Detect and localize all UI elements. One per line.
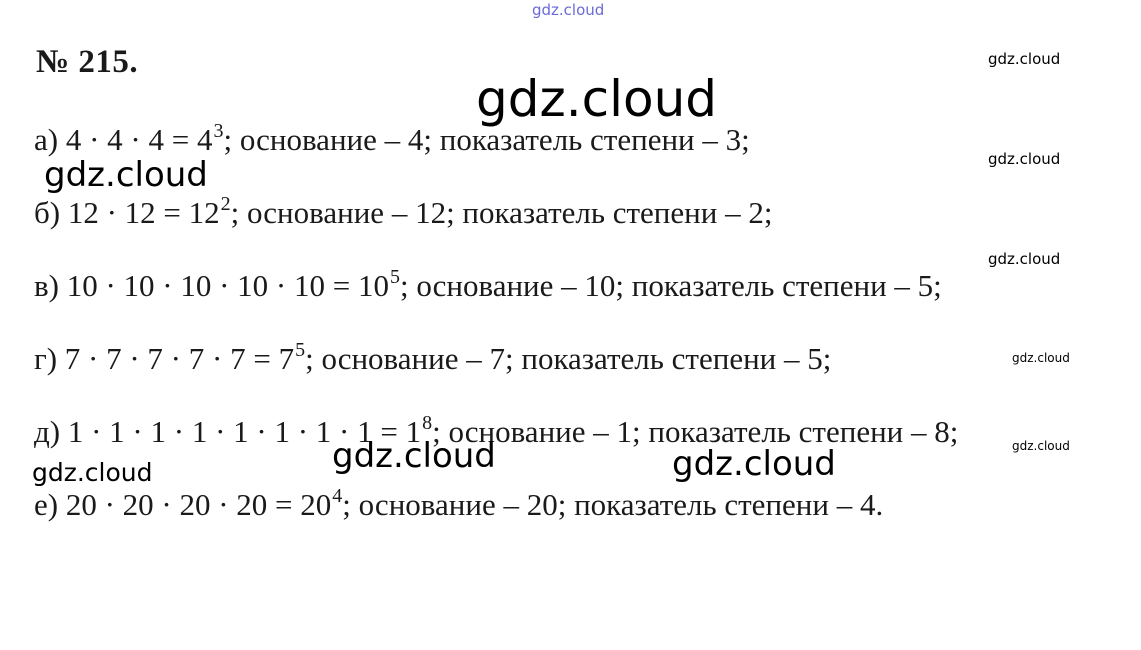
solution-line-d	[34, 413, 958, 447]
line-e-expression: е) 20 · 20 · 20 · 20 = 20	[34, 487, 332, 522]
watermark-right-1: gdz.cloud	[988, 50, 1061, 68]
watermark-right-2: gdz.cloud	[988, 150, 1061, 168]
watermark-left-lower: gdz.cloud	[32, 458, 153, 487]
watermark-right-lower: gdz.cloud	[672, 444, 836, 484]
problem-number: № 215.	[36, 44, 139, 80]
line-d-description: ; основание – 1; показатель степени – 8;	[432, 414, 959, 449]
line-b-exponent: 2	[220, 193, 231, 215]
line-a-exponent: 3	[213, 120, 224, 142]
line-b-expression: б) 12 · 12 = 12	[34, 195, 220, 230]
line-g-exponent: 5	[295, 339, 306, 361]
line-e-exponent: 4	[332, 485, 343, 507]
solution-line-e	[34, 486, 883, 520]
line-d-expression: д) 1 · 1 · 1 · 1 · 1 · 1 · 1 · 1 = 1	[34, 414, 422, 449]
line-a-description: ; основание – 4; показатель степени – 3;	[223, 122, 750, 157]
solution-line-v	[34, 267, 942, 301]
watermark-top: gdz.cloud	[532, 1, 605, 19]
watermark-center-lower: gdz.cloud	[332, 436, 496, 476]
solution-line-g	[34, 340, 831, 374]
watermark-right-4: gdz.cloud	[1012, 351, 1070, 365]
line-a-expression: а) 4 · 4 · 4 = 4	[34, 122, 213, 157]
watermark-right-3: gdz.cloud	[988, 250, 1061, 268]
line-g-expression: г) 7 · 7 · 7 · 7 · 7 = 7	[34, 341, 295, 376]
watermark-left-upper: gdz.cloud	[44, 155, 208, 195]
line-d-exponent: 8	[422, 412, 433, 434]
line-v-exponent: 5	[390, 266, 400, 288]
line-v-expression: в) 10 · 10 · 10 · 10 · 10 = 10	[34, 268, 389, 303]
solution-line-b	[34, 194, 772, 228]
line-v-description: ; основание – 10; показатель степени – 5;	[400, 268, 942, 303]
watermark-right-5: gdz.cloud	[1012, 439, 1070, 453]
line-b-description: ; основание – 12; показатель степени – 2;	[230, 195, 773, 230]
line-g-description: ; основание – 7; показатель степени – 5;	[305, 341, 832, 376]
watermark-large: gdz.cloud	[476, 70, 718, 128]
line-e-description: ; основание – 20; показатель степени – 4.	[342, 487, 884, 522]
